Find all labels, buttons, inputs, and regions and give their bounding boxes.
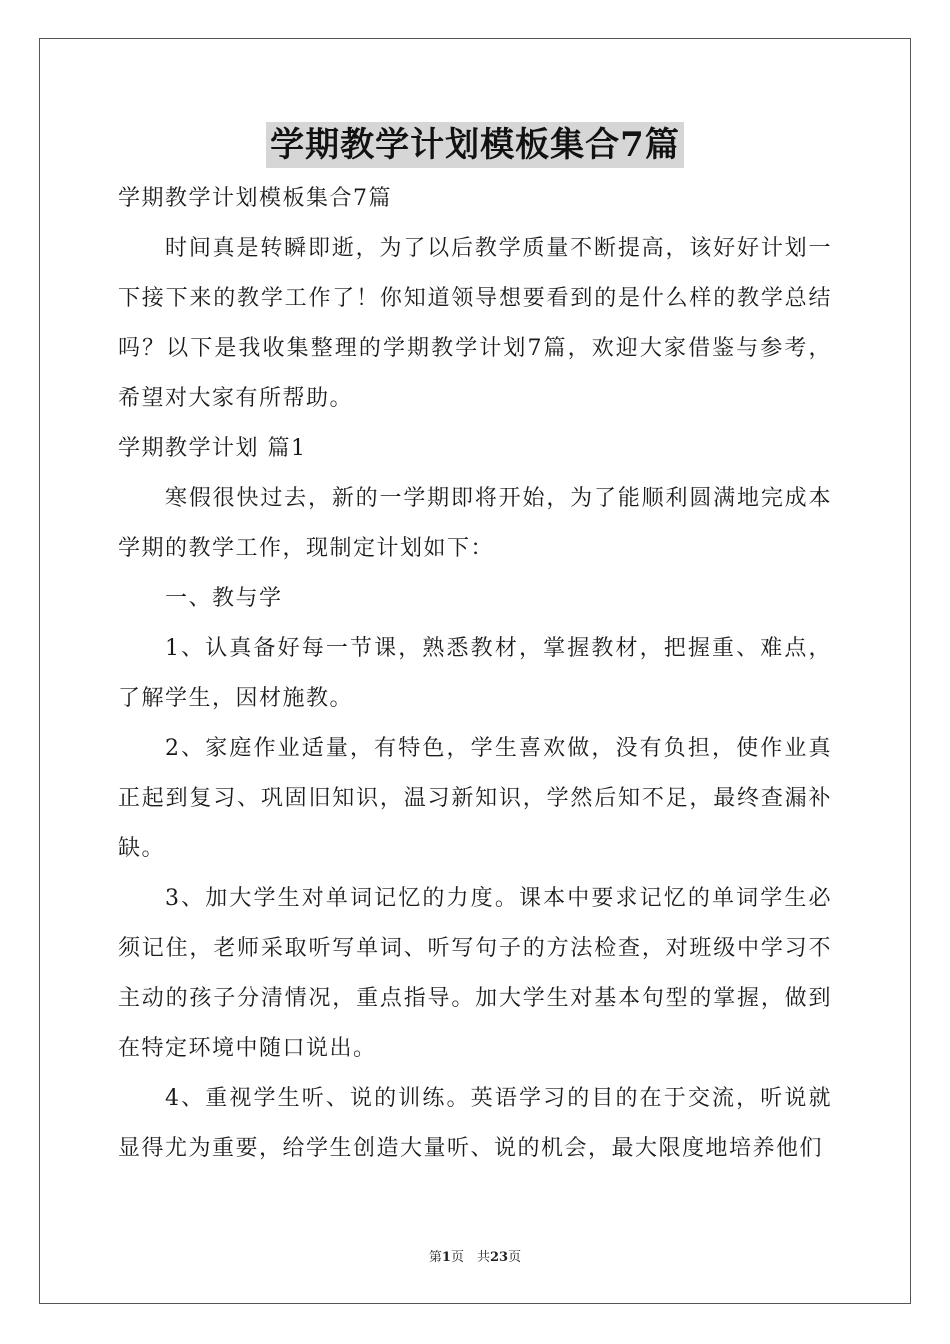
paragraph: 3、加大学生对单词记忆的力度。课本中要求记忆的单词学生必须记住，老师采取听写单词、听写句子的方法检查，对班级中学习不主动的孩子分清情况，重点指导。加大学生对基本句型的掌握，做到在特定环境中随口说出。 bbox=[118, 886, 832, 1061]
paragraph: 2、家庭作业适量，有特色，学生喜欢做，没有负担，使作业真正起到复习、巩固旧知识，温习新知识，学然后知不足，最终查漏补缺。 bbox=[118, 736, 832, 861]
document-body bbox=[118, 174, 832, 1174]
footer-total-pages: 23 bbox=[489, 1250, 509, 1265]
footer-page-suffix: 页 共 bbox=[450, 1250, 490, 1265]
footer-page-number: 1 bbox=[441, 1250, 451, 1265]
document-title: 学期教学计划模板集合7篇 bbox=[266, 122, 684, 168]
paragraph: 学期教学计划 篇1 bbox=[118, 436, 307, 461]
paragraph: 寒假很快过去，新的一学期即将开始，为了能顺利圆满地完成本学期的教学工作，现制定计划如下： bbox=[118, 486, 832, 561]
page-footer bbox=[0, 1246, 950, 1265]
paragraph: 时间真是转瞬即逝，为了以后教学质量不断提高，该好好计划一下接下来的教学工作了！你知道领导想要看到的是什么样的教学总结吗？以下是我收集整理的学期教学计划7篇，欢迎大家借鉴与参考，希望对大家有所帮助。 bbox=[118, 236, 832, 411]
paragraph: 4、重视学生听、说的训练。英语学习的目的在于交流，听说就显得尤为重要，给学生创造大量听、说的机会，最大限度地培养他们 bbox=[118, 1086, 832, 1161]
footer-total-suffix: 页 bbox=[508, 1250, 522, 1265]
paragraph: 学期教学计划模板集合7篇 bbox=[118, 186, 392, 211]
title-container bbox=[0, 122, 950, 168]
paragraph: 一、教与学 bbox=[165, 586, 283, 611]
paragraph: 1、认真备好每一节课，熟悉教材，掌握教材，把握重、难点，了解学生，因材施教。 bbox=[118, 636, 832, 711]
footer-prefix: 第 bbox=[428, 1250, 442, 1265]
